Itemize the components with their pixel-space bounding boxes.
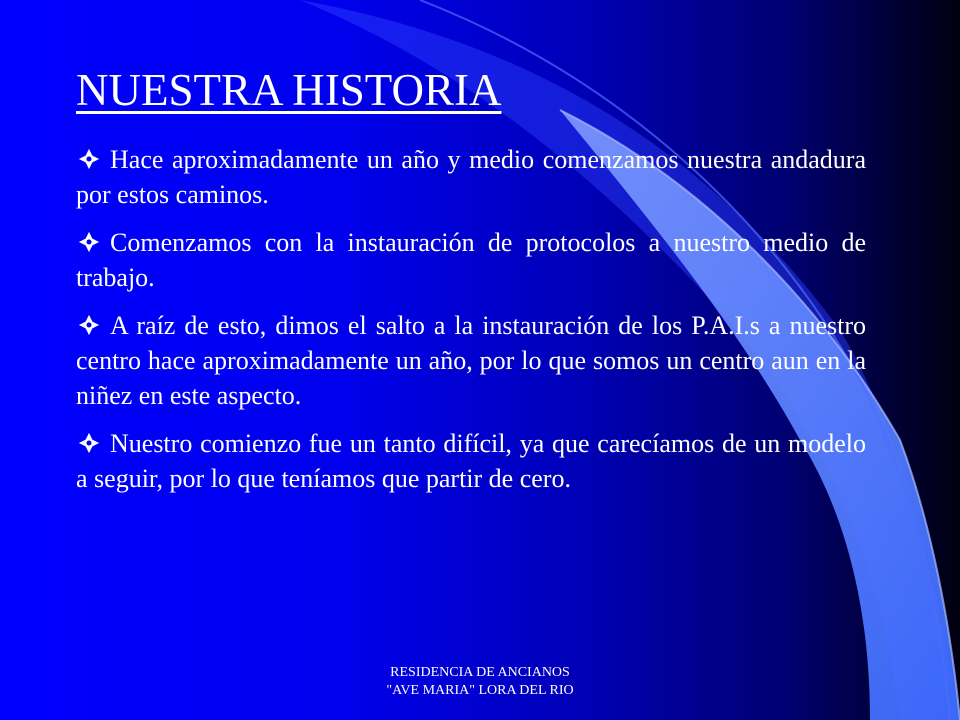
diamond-bullet-icon [76, 432, 102, 454]
slide-footer [0, 664, 960, 700]
bullet-text: Nuestro comienzo fue un tanto difícil, ya que carecíamos de un modelo a seguir, por lo que teníamos que partir de cero. [76, 429, 866, 493]
bullet-text: Hace aproximadamente un año y medio comenzamos nuestra andadura por estos caminos. [76, 145, 866, 209]
bullet-item [76, 142, 866, 212]
diamond-bullet-icon [76, 148, 102, 170]
bullet-item [76, 426, 866, 496]
bullet-text: A raíz de esto, dimos el salto a la instauración de los P.A.I.s a nuestro centro hace aproximadamente un año, por lo que somos un centro aun en la niñez en este aspecto. [76, 311, 866, 410]
footer-line-1: RESIDENCIA DE ANCIANOS [390, 665, 570, 680]
bullet-text: Comenzamos con la instauración de protocolos a nuestro medio de trabajo. [76, 228, 866, 292]
bullet-item [76, 308, 866, 413]
footer-line-2: "AVE MARIA" LORA DEL RIO [386, 683, 574, 698]
diamond-bullet-icon [76, 231, 102, 253]
diamond-bullet-icon [76, 314, 102, 336]
bullet-item [76, 225, 866, 295]
slide-title: NUESTRA HISTORIA [76, 65, 502, 115]
bullet-list [76, 142, 866, 509]
